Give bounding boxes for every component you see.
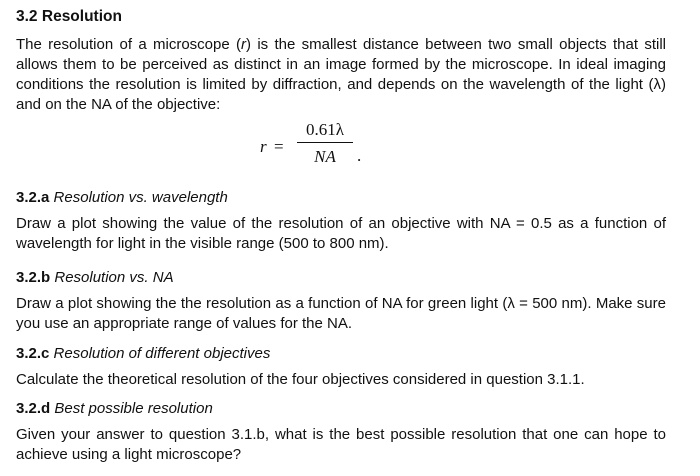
subsection-text: Draw a plot showing the value of the resolution of an objective with NA = 0.5 as a function of wavelength for light in the visible range (500 to 800 nm). xyxy=(16,215,666,252)
subsection-heading xyxy=(16,399,666,419)
formula-fraction xyxy=(297,120,353,168)
formula-denominator: NA xyxy=(314,147,336,166)
subsection-name: Best possible resolution xyxy=(54,400,213,417)
subsection-text: Calculate the theoretical resolution of the four objectives considered in question 3.1.1. xyxy=(16,371,585,388)
formula-equals: = xyxy=(274,137,284,156)
section-intro-paragraph: The resolution of a microscope (r) is the smallest distance between two small objects that still allows them to be perceived as distinct in an image formed by the microscope. In ideal imaging conditions the resolution is limited by diffraction, and depends on the wavelength of the light (λ) and on the NA of the objective: xyxy=(16,36,666,113)
subsection-name: Resolution vs. wavelength xyxy=(53,189,228,206)
subsection-number: 3.2.c xyxy=(16,345,50,362)
subsection-heading xyxy=(16,268,666,288)
subsection-number: 3.2.b xyxy=(16,269,51,286)
subsection-heading xyxy=(16,344,666,364)
subsection-heading xyxy=(16,188,666,208)
subsection-name: Resolution of different objectives xyxy=(53,345,271,362)
formula-period: . xyxy=(357,146,362,165)
section-heading xyxy=(16,7,666,27)
document-page xyxy=(16,7,666,465)
subsection-number: 3.2.a xyxy=(16,189,50,206)
subsection-3-2-b xyxy=(16,268,666,334)
subsection-name: Resolution vs. NA xyxy=(54,269,174,286)
formula-lhs: r xyxy=(260,137,267,156)
formula-numerator: 0.61λ xyxy=(306,120,344,139)
subsection-number: 3.2.d xyxy=(16,400,51,417)
subsection-3-2-c xyxy=(16,344,666,390)
subsection-text: Given your answer to question 3.1.b, what is the best possible resolution that one can hope to achieve using a light microscope? xyxy=(16,426,666,463)
subsection-3-2-d xyxy=(16,399,666,465)
subsection-3-2-a xyxy=(16,188,666,254)
section-title: Resolution xyxy=(41,8,122,25)
section-number: 3.2 xyxy=(16,8,38,25)
subsection-text: Draw a plot showing the the resolution as a function of NA for green light (λ = 500 nm). Make sure you use an appropriate range of values for the NA. xyxy=(16,295,666,332)
resolution-formula xyxy=(16,116,666,178)
